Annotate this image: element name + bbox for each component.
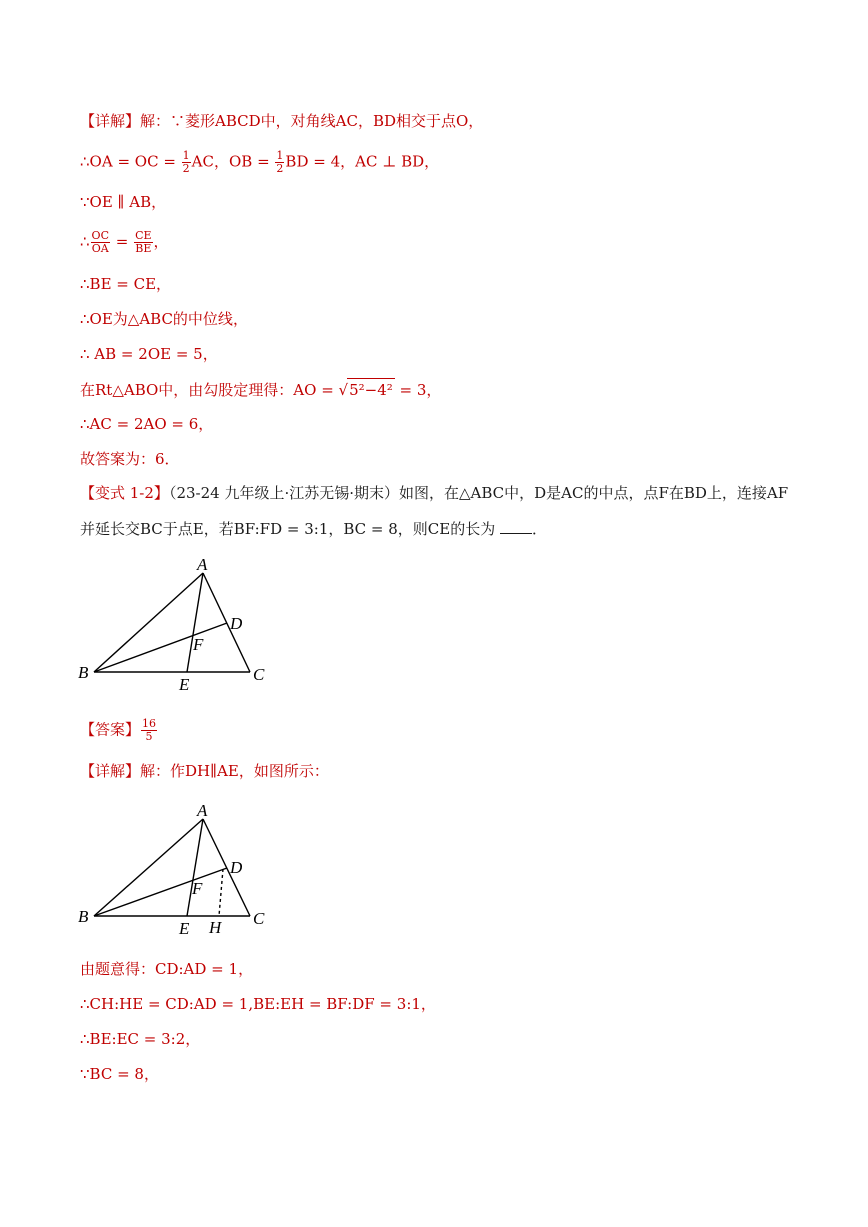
text-segment: ∴OA = OC =: [80, 152, 181, 171]
fraction-half: $\frac{1}{2}$: [276, 149, 284, 175]
solution-line-3: ∵OE ∥ AB，: [80, 193, 167, 211]
solution-line-7: ∴ AB = 2OE = 5，: [80, 345, 218, 363]
problem-tag: 【变式 1-2】: [80, 484, 169, 502]
segment-ab: [94, 573, 203, 672]
answer-tag: 【答案】: [80, 720, 141, 739]
solution-line-10: 故答案为：6．: [80, 450, 180, 468]
answer-blank: [500, 519, 532, 534]
segment-ae: [187, 573, 203, 672]
solution2-line-1: 【详解】解：作DH∥AE，如图所示：: [80, 762, 329, 780]
fraction-half: $\frac{1}{2}$: [182, 149, 190, 175]
solution-line-2: [80, 150, 439, 175]
solution-line-1: 【详解】解：∵菱形ABCD中，对角线AC，BD相交于点O，: [80, 112, 484, 130]
label-h: H: [209, 918, 222, 937]
answer-line: [80, 718, 158, 743]
fraction-ce-be: $\frac{CE}{BE}$: [135, 229, 152, 255]
problem-line-1: 【变式 1-2】（23-24 九年级上·江苏无锡·期末）如图，在△ABC中，D是AC的中点，点F在BD上，连接AF: [80, 484, 789, 502]
segment-ae: [187, 819, 203, 916]
label-d: D: [230, 858, 243, 877]
segment-bd: [94, 623, 227, 672]
label-f: F: [192, 879, 203, 898]
solution2-line-5: ∵BC = 8，: [80, 1065, 159, 1083]
solution-line-4: ∴ $\frac{OC}{OA}$ = $\frac{CE}{BE}$ ，: [80, 229, 169, 255]
label-e: E: [179, 919, 190, 938]
problem-line-2: 并延长交BC于点E，若BF:FD = 3:1，BC = 8，则CE的长为 ．: [80, 520, 547, 538]
solution-line-6: ∴OE为△ABC的中位线，: [80, 310, 248, 328]
label-b: B: [78, 663, 89, 682]
label-f: F: [193, 635, 204, 654]
label-c: C: [253, 665, 265, 684]
solution-line-8: 在Rt△ABO中，由勾股定理得：AO = √5²−4² = 3，: [80, 378, 441, 401]
label-c: C: [253, 909, 265, 928]
text-segment: BD = 4，AC ⊥ BD，: [285, 152, 440, 171]
segment-dh-dashed: [219, 869, 223, 916]
segment-ab: [94, 819, 203, 916]
text-segment: AC，OB =: [191, 152, 275, 171]
triangle-figure-2: [70, 796, 290, 941]
label-b: B: [78, 907, 89, 926]
solution-line-5: ∴BE = CE，: [80, 275, 172, 293]
solution2-line-3: ∴CH:HE = CD:AD = 1,BE:EH = BF:DF = 3:1，: [80, 995, 436, 1013]
radicand: 5²−4²: [347, 378, 395, 401]
solution2-line-2: 由题意得：CD:AD = 1，: [80, 960, 254, 978]
label-e: E: [179, 675, 190, 694]
solution-line-9: ∴AC = 2AO = 6，: [80, 415, 214, 433]
segment-bd: [94, 868, 227, 916]
fraction-oc-oa: $\frac{OC}{OA}$: [91, 229, 109, 255]
triangle-figure-1: [70, 552, 290, 697]
label-a: A: [197, 801, 208, 820]
label-a: A: [197, 555, 208, 574]
label-d: D: [230, 614, 243, 633]
answer-fraction: $\frac{16}{5}$: [142, 717, 157, 743]
solution2-line-4: ∴BE:EC = 3:2，: [80, 1030, 201, 1048]
